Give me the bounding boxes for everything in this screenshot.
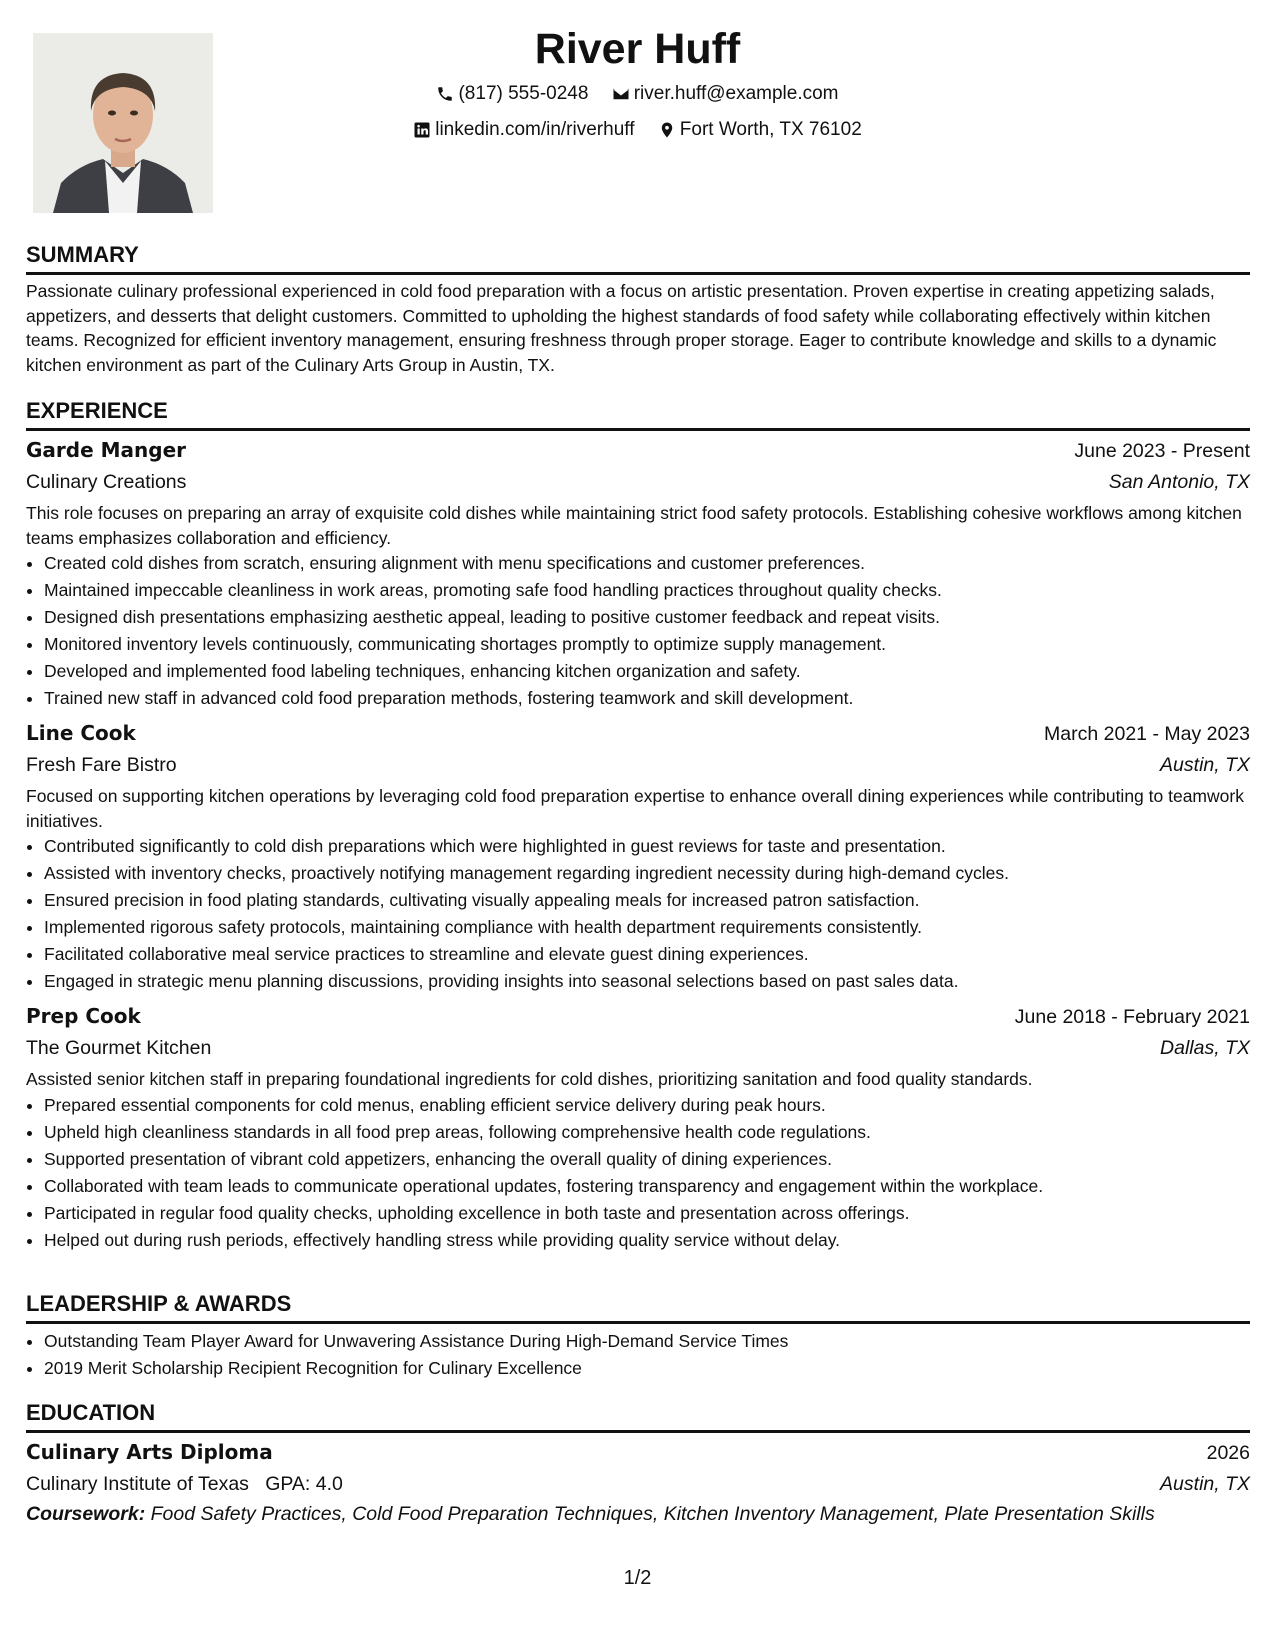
list-item: • Maintained impeccable cleanliness in work areas, promoting safe food handling practices throughout quality checks.: [44, 577, 1250, 604]
job-header: [26, 435, 1250, 467]
location-contact: [658, 114, 862, 146]
list-item: • Supported presentation of vibrant cold appetizers, enhancing the overall quality of dining experiences.: [44, 1146, 1250, 1173]
summary-heading: SUMMARY: [26, 240, 1250, 275]
coursework-line: [26, 1499, 1250, 1529]
list-item: • Created cold dishes from scratch, ensuring alignment with menu specifications and customer preferences.: [44, 550, 1250, 577]
job-subheader: [26, 467, 1250, 497]
list-item: • Developed and implemented food labeling techniques, enhancing kitchen organization and safety.: [44, 658, 1250, 685]
list-item: • Participated in regular food quality checks, upholding excellence in both taste and presentation across offerings.: [44, 1200, 1250, 1227]
education-header: [26, 1437, 1250, 1469]
job-dates: June 2018 - February 2021: [1014, 1006, 1250, 1028]
education-location: Austin, TX: [1160, 1473, 1250, 1495]
linkedin-icon: [413, 121, 431, 139]
list-item: • Implemented rigorous safety protocols, maintaining compliance with health department requirements consistently.: [44, 914, 1250, 941]
list-item: • Helped out during rush periods, effectively handling stress while providing quality service without delay.: [44, 1227, 1250, 1254]
page-number: 1/2: [623, 1567, 652, 1589]
education-heading: EDUCATION: [26, 1398, 1250, 1433]
experience-heading: EXPERIENCE: [26, 396, 1250, 431]
linkedin-text[interactable]: linkedin.com/in/riverhuff: [435, 119, 635, 140]
list-item: • Ensured precision in food plating standards, cultivating visually appealing meals for increased patron satisfaction.: [44, 887, 1250, 914]
list-item: • Contributed significantly to cold dish preparations which were highlighted in guest reviews for taste and presentation.: [44, 833, 1250, 860]
job-location: Dallas, TX: [1160, 1037, 1250, 1059]
job-dates: March 2021 - May 2023: [1044, 723, 1250, 745]
coursework-label: Coursework:: [26, 1503, 146, 1525]
education-subheader: [26, 1469, 1250, 1499]
job-subheader: [26, 750, 1250, 780]
job-subheader: [26, 1033, 1250, 1063]
job-header: [26, 718, 1250, 750]
job-company: Fresh Fare Bistro: [26, 754, 177, 776]
summary-section: [26, 240, 1250, 377]
job-description: Focused on supporting kitchen operations by leveraging cold food preparation expertise to enhance overall dining experiences while contributing to teamwork initiatives.: [26, 786, 1244, 831]
school-info: [26, 1469, 343, 1499]
experience-section: [26, 396, 1250, 1254]
awards-section: [26, 1289, 1250, 1382]
job-company: Culinary Creations: [26, 471, 187, 493]
list-item: • Upheld high cleanliness standards in all food prep areas, following comprehensive health code regulations.: [44, 1119, 1250, 1146]
list-item: • Facilitated collaborative meal service practices to streamline and elevate guest dining experiences.: [44, 941, 1250, 968]
education-year: 2026: [1206, 1442, 1250, 1464]
job-description: This role focuses on preparing an array of exquisite cold dishes while maintaining strict food safety protocols. Establishing cohesive workflows among kitchen teams emphasizes collaboration and efficiency.: [26, 503, 1242, 548]
job-title: Line Cook: [26, 721, 136, 745]
job-bullets: [26, 1092, 1250, 1254]
job-entry: [26, 435, 1250, 712]
phone-text: (817) 555-0248: [458, 83, 589, 104]
job-title: Garde Manger: [26, 438, 186, 462]
list-item: • Trained new staff in advanced cold food preparation methods, fostering teamwork and skill development.: [44, 685, 1250, 712]
job-entry: [26, 1001, 1250, 1254]
job-location: San Antonio, TX: [1108, 471, 1250, 493]
phone-contact: [436, 78, 588, 110]
contact-line-1: [0, 78, 1275, 114]
job-header: [26, 1001, 1250, 1033]
map-pin-icon: [658, 121, 676, 139]
gpa: GPA: 4.0: [265, 1473, 343, 1495]
coursework-text: Food Safety Practices, Cold Food Preparation Techniques, Kitchen Inventory Management, Plate Presentation Skills: [150, 1503, 1155, 1525]
list-item: • Outstanding Team Player Award for Unwavering Assistance During High-Demand Service Times: [44, 1328, 1250, 1355]
job-company: The Gourmet Kitchen: [26, 1037, 212, 1059]
awards-list: [26, 1328, 1250, 1382]
job-bullets: [26, 833, 1250, 995]
job-title: Prep Cook: [26, 1004, 141, 1028]
school-name: Culinary Institute of Texas: [26, 1473, 249, 1495]
location-text: Fort Worth, TX 76102: [679, 119, 862, 140]
job-description: Assisted senior kitchen staff in preparing foundational ingredients for cold dishes, prioritizing sanitation and food quality standards.: [26, 1069, 1033, 1089]
summary-text: Passionate culinary professional experienced in cold food preparation with a focus on artistic presentation. Proven expertise in creating appetizing salads, appetizers, and desserts that delight customers. Committed to upholding the highest standards of food safety while collaborating effectively within kitchen teams. Recognized for efficient inventory management, ensuring freshness through proper storage. Eager to contribute knowledge and skills to a dynamic kitchen environment as part of the Culinary Arts Group in Austin, TX.: [26, 281, 1217, 375]
envelope-icon: [612, 85, 630, 103]
list-item: • Designed dish presentations emphasizing aesthetic appeal, leading to positive customer feedback and repeat visits.: [44, 604, 1250, 631]
job-dates: June 2023 - Present: [1074, 440, 1250, 462]
email-contact[interactable]: [612, 78, 839, 110]
job-bullets: [26, 550, 1250, 712]
linkedin-contact[interactable]: [413, 114, 634, 146]
degree-name: Culinary Arts Diploma: [26, 1440, 273, 1464]
education-section: [26, 1398, 1250, 1529]
phone-icon: [436, 85, 454, 103]
contact-line-2: [0, 114, 1275, 150]
list-item: • Prepared essential components for cold menus, enabling efficient service delivery during peak hours.: [44, 1092, 1250, 1119]
list-item: • 2019 Merit Scholarship Recipient Recognition for Culinary Excellence: [44, 1355, 1250, 1382]
list-item: • Assisted with inventory checks, proactively notifying management regarding ingredient necessity during high-demand cycles.: [44, 860, 1250, 887]
list-item: • Monitored inventory levels continuously, communicating shortages promptly to optimize supply management.: [44, 631, 1250, 658]
resume-header: [0, 20, 1275, 150]
list-item: • Engaged in strategic menu planning discussions, providing insights into seasonal selections based on past sales data.: [44, 968, 1250, 995]
list-item: • Collaborated with team leads to communicate operational updates, fostering transparency and engagement within the workplace.: [44, 1173, 1250, 1200]
email-text[interactable]: river.huff@example.com: [633, 83, 839, 104]
job-entry: [26, 718, 1250, 995]
candidate-name: River Huff: [534, 25, 741, 73]
awards-heading: LEADERSHIP & AWARDS: [26, 1289, 1250, 1324]
job-location: Austin, TX: [1160, 754, 1250, 776]
